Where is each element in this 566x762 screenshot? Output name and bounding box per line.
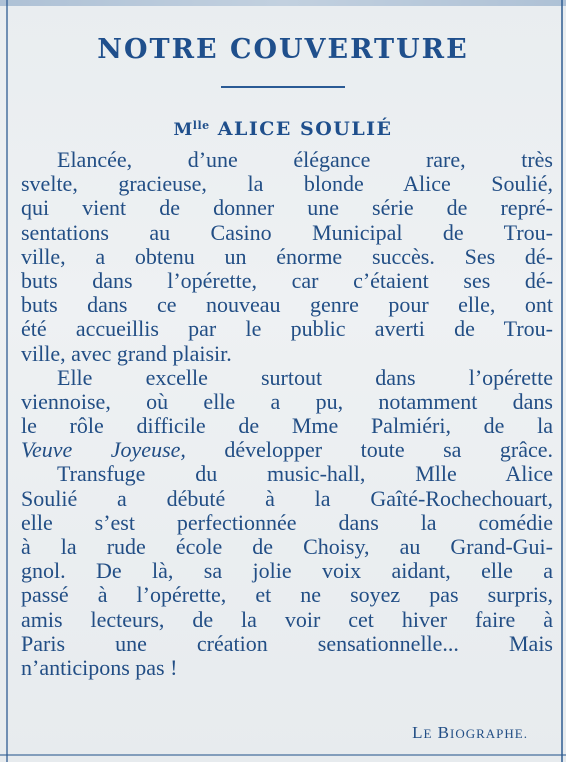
top-edge-strip — [0, 0, 566, 6]
text-line: ville, a obtenu un énorme succès. Ses dé- — [21, 243, 553, 269]
text-line: sentations au Casino Municipal de Trou- — [21, 219, 553, 245]
text-line: ville, avec grand plaisir. — [21, 340, 232, 366]
text-line: été accueillis par le public averti de Trou- — [21, 316, 553, 342]
text-line: elle s’est perfectionnée dans la comédie — [21, 509, 553, 535]
text-line: buts dans l’opérette, car c’étaient ses dé- — [21, 267, 553, 293]
text-line: qui vient de donner une série de repré- — [21, 195, 553, 221]
section-heading: NOTRE COUVERTURE — [97, 34, 469, 65]
text-fragment: développer toute sa grâce. — [185, 437, 553, 463]
article-body — [21, 148, 553, 680]
text-line: svelte, gracieuse, la blonde Alice Soulié, — [21, 171, 553, 197]
text-line: buts dans ce nouveau genre pour elle, ont — [21, 292, 553, 318]
sig-rest-iographe: IOGRAPHE. — [450, 726, 528, 741]
work-title: Veuve Joyeuse, — [21, 437, 186, 463]
title-name: ALICE SOULIÉ — [217, 118, 393, 140]
text-line: n’anticipons pas ! — [21, 654, 178, 680]
sig-initial-b: B — [437, 723, 451, 742]
heading-divider — [221, 86, 345, 88]
article-title — [0, 112, 566, 144]
text-line: passé à l’opérette, et ne soyez pas surpris, — [21, 582, 553, 608]
text-line: Elle excelle surtout dans l’opérette — [57, 364, 553, 390]
text-line: Soulié a débuté à la Gaîté-Rochechouart, — [21, 485, 553, 511]
text-line: Transfuge du music-hall, Mlle Alice — [57, 461, 553, 487]
title-honorific — [173, 120, 209, 140]
text-line: amis lecteurs, de la voir cet hiver faire à — [21, 606, 553, 632]
text-line: Elancée, d’une élégance rare, très — [57, 147, 553, 172]
text-line: viennoise, où elle a pu, notamment dans — [21, 388, 553, 414]
sig-initial-l: L — [412, 723, 424, 742]
bottom-border-line — [0, 754, 566, 756]
honorific-sup: lle — [192, 119, 210, 132]
author-signature — [412, 722, 528, 745]
text-line: Paris une création sensationnelle... Mais — [21, 630, 553, 656]
text-line-italic — [21, 438, 553, 462]
honorific-m: M — [173, 120, 193, 140]
text-line: gnol. De là, sa jolie voix aidant, elle a — [21, 558, 553, 584]
text-line: à la rude école de Choisy, au Grand-Gui- — [21, 534, 553, 559]
text-line: le rôle difficile de Mme Palmiéri, de la — [21, 413, 553, 439]
sig-rest-e: E — [423, 726, 433, 741]
